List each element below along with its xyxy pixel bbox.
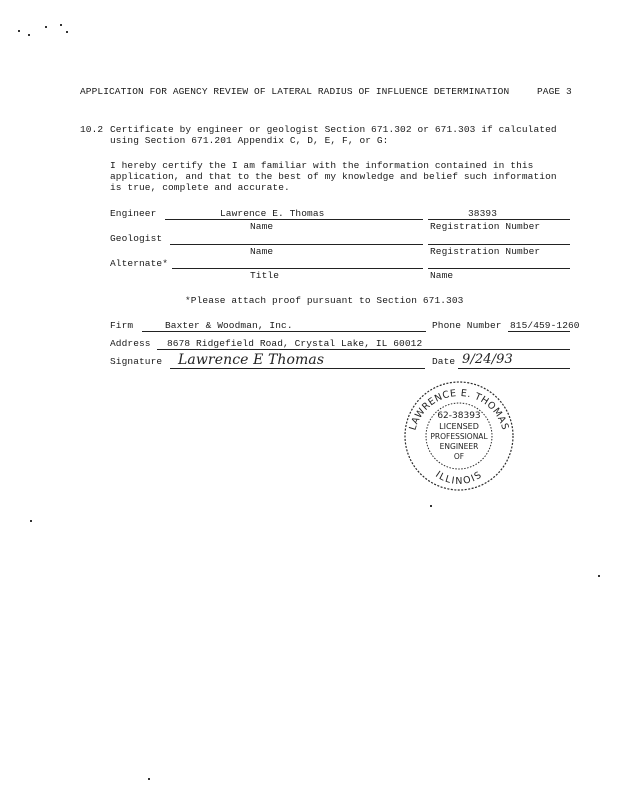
address-label: Address <box>110 338 151 349</box>
engineer-name-caption: Name <box>250 221 274 232</box>
engineer-registration-line <box>428 219 570 220</box>
phone-line <box>508 331 570 332</box>
phone-label: Phone Number <box>432 320 502 331</box>
geologist-name-caption: Name <box>250 246 274 257</box>
engineer-label: Engineer <box>110 208 157 219</box>
seal-line-engineer: ENGINEER <box>439 442 479 451</box>
engineer-name-value: Lawrence E. Thomas <box>220 208 325 219</box>
scan-speck <box>28 34 30 36</box>
certification-line-3: is true, complete and accurate. <box>110 182 290 193</box>
scan-speck <box>18 30 20 32</box>
firm-label: Firm <box>110 320 134 331</box>
scan-speck <box>430 505 432 507</box>
firm-value: Baxter & Woodman, Inc. <box>165 320 293 331</box>
firm-line <box>142 331 426 332</box>
seal-line-of: OF <box>453 452 465 461</box>
alternate-name-line <box>428 268 570 269</box>
seal-line-professional: PROFESSIONAL <box>430 432 488 441</box>
geologist-registration-caption: Registration Number <box>430 246 541 257</box>
scan-speck <box>148 778 150 780</box>
engineer-registration-value: 38393 <box>468 208 498 219</box>
page-header-title: APPLICATION FOR AGENCY REVIEW OF LATERAL RADIUS OF INFLUENCE DETERMINATION <box>80 86 510 97</box>
engineer-name-line <box>165 219 423 220</box>
certification-line-2: application, and that to the best of my knowledge and belief such information <box>110 171 557 182</box>
scan-speck <box>45 26 47 28</box>
phone-value: 815/459-1260 <box>510 320 580 331</box>
scan-speck <box>598 575 600 577</box>
signature-value: Lawrence E Thomas <box>178 352 325 368</box>
seal-line-licensed: LICENSED <box>439 422 479 431</box>
certification-line-1: I hereby certify the I am familiar with the information contained in this <box>110 160 534 171</box>
signature-line <box>170 368 425 369</box>
proof-note: *Please attach proof pursuant to Section 671.303 <box>185 295 464 306</box>
seal-arc-top-text: LAWRENCE E. THOMAS <box>407 387 511 432</box>
date-line <box>458 368 570 369</box>
geologist-label: Geologist <box>110 233 163 244</box>
page-number: PAGE 3 <box>537 86 572 97</box>
signature-label: Signature <box>110 356 163 367</box>
address-line <box>157 349 570 350</box>
section-heading-line-2: using Section 671.201 Appendix C, D, E, F, or G: <box>110 135 389 146</box>
engineer-registration-caption: Registration Number <box>430 221 541 232</box>
alternate-title-line <box>172 268 423 269</box>
section-heading-line-1: Certificate by engineer or geologist Section 671.302 or 671.303 if calculated <box>110 124 557 135</box>
seal-arc-bottom-text: ILLINOIS <box>433 469 485 488</box>
scan-speck <box>60 24 62 26</box>
alternate-title-caption: Title <box>250 270 280 281</box>
alternate-name-caption: Name <box>430 270 454 281</box>
seal-number: 62-38393 <box>437 411 481 421</box>
section-number: 10.2 <box>80 124 104 135</box>
engineer-seal-stamp <box>396 381 522 491</box>
scan-speck <box>30 520 32 522</box>
date-label: Date <box>432 356 456 367</box>
address-value: 8678 Ridgefield Road, Crystal Lake, IL 60012 <box>167 338 423 349</box>
geologist-name-line <box>170 244 423 245</box>
scan-speck <box>66 31 68 33</box>
alternate-label: Alternate* <box>110 258 169 269</box>
geologist-registration-line <box>428 244 570 245</box>
date-value: 9/24/93 <box>462 352 513 367</box>
